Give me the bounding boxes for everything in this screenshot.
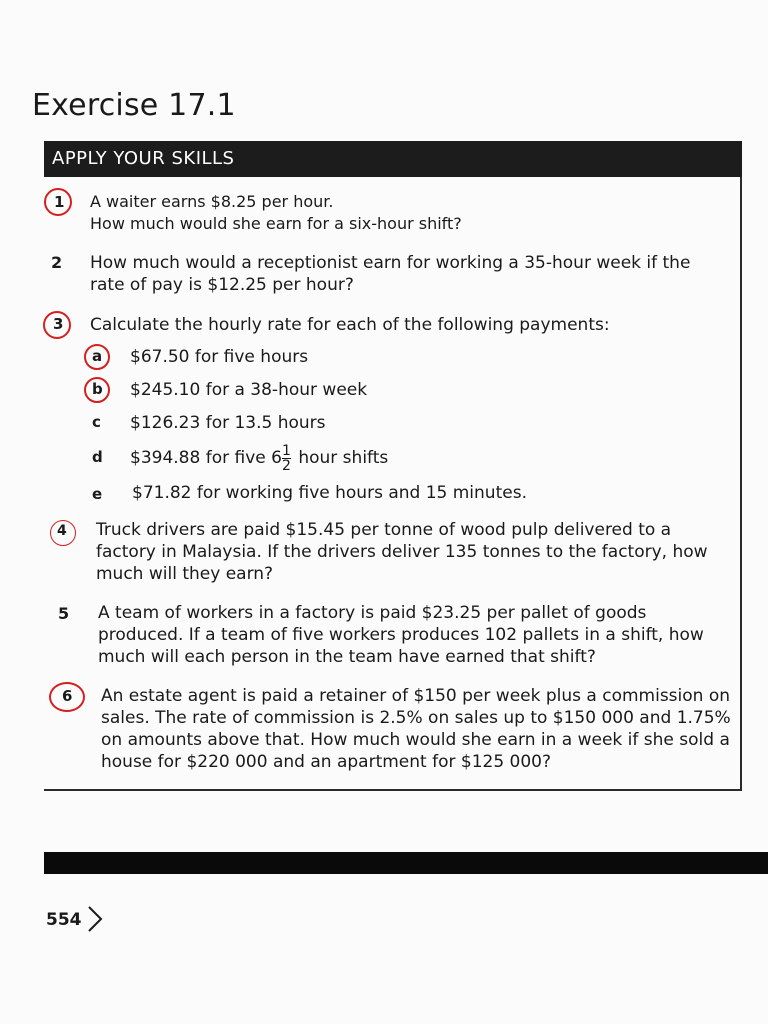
footer-bar bbox=[44, 852, 768, 874]
fraction bbox=[282, 444, 291, 473]
question-text bbox=[90, 191, 462, 235]
part-text: $245.10 for a 38-hour week bbox=[130, 380, 368, 400]
question-line: produced. If a team of five workers produces 102 pallets in a shift, how bbox=[98, 625, 704, 645]
question-number: 1 bbox=[54, 193, 65, 211]
question-number: 5 bbox=[58, 604, 70, 623]
part-text: $126.23 for 13.5 hours bbox=[130, 413, 326, 433]
question-text bbox=[101, 685, 731, 773]
question-line: factory in Malaysia. If the drivers deliver 135 tonnes to the factory, how bbox=[96, 542, 708, 562]
part-text: $67.50 for five hours bbox=[130, 347, 309, 367]
question-line: house for $220 000 and an apartment for $125 000? bbox=[101, 752, 552, 772]
part-label: e bbox=[92, 485, 103, 503]
section-header: APPLY YOUR SKILLS bbox=[44, 141, 742, 177]
question-text: Calculate the hourly rate for each of the following payments: bbox=[90, 315, 610, 335]
question-line: much will each person in the team have earned that shift? bbox=[98, 647, 596, 667]
part-label: b bbox=[92, 380, 103, 398]
question-number: 4 bbox=[57, 523, 67, 539]
question-text bbox=[96, 519, 708, 585]
question-line: rate of pay is $12.25 per hour? bbox=[90, 275, 354, 295]
part-label: c bbox=[92, 413, 101, 431]
question-number: 3 bbox=[53, 315, 64, 333]
fraction-numerator: 1 bbox=[281, 442, 291, 459]
question-line: How much would a receptionist earn for working a 35-hour week if the bbox=[90, 253, 691, 273]
part-label: d bbox=[92, 448, 103, 466]
question-line: Truck drivers are paid $15.45 per tonne of wood pulp delivered to a bbox=[96, 520, 672, 540]
chevron-right-icon bbox=[86, 904, 104, 938]
question-number: 2 bbox=[51, 253, 63, 272]
exercise-title: Exercise 17.1 bbox=[32, 88, 236, 123]
part-text-start: $394.88 for five 6 bbox=[130, 448, 282, 468]
part-label: a bbox=[92, 347, 103, 365]
question-text bbox=[90, 252, 690, 296]
question-line: A team of workers in a factory is paid $23.25 per pallet of goods bbox=[98, 603, 647, 623]
part-text-end: hour shifts bbox=[292, 448, 389, 468]
question-number: 6 bbox=[62, 687, 73, 705]
question-line: sales. The rate of commission is 2.5% on sales up to $150 000 and 1.75% bbox=[101, 708, 731, 728]
question-line: much will they earn? bbox=[96, 564, 274, 584]
question-line: An estate agent is paid a retainer of $150 per week plus a commission on bbox=[101, 686, 731, 706]
fraction-denominator: 2 bbox=[281, 457, 291, 474]
part-text bbox=[130, 440, 388, 476]
page-number: 554 bbox=[46, 910, 82, 930]
question-line: on amounts above that. How much would she earn in a week if she sold a bbox=[101, 730, 730, 750]
question-line: A waiter earns $8.25 per hour. bbox=[90, 192, 334, 211]
part-text: $71.82 for working five hours and 15 minutes. bbox=[132, 483, 527, 503]
question-text bbox=[98, 602, 704, 668]
question-line: How much would she earn for a six-hour shift? bbox=[90, 214, 462, 233]
